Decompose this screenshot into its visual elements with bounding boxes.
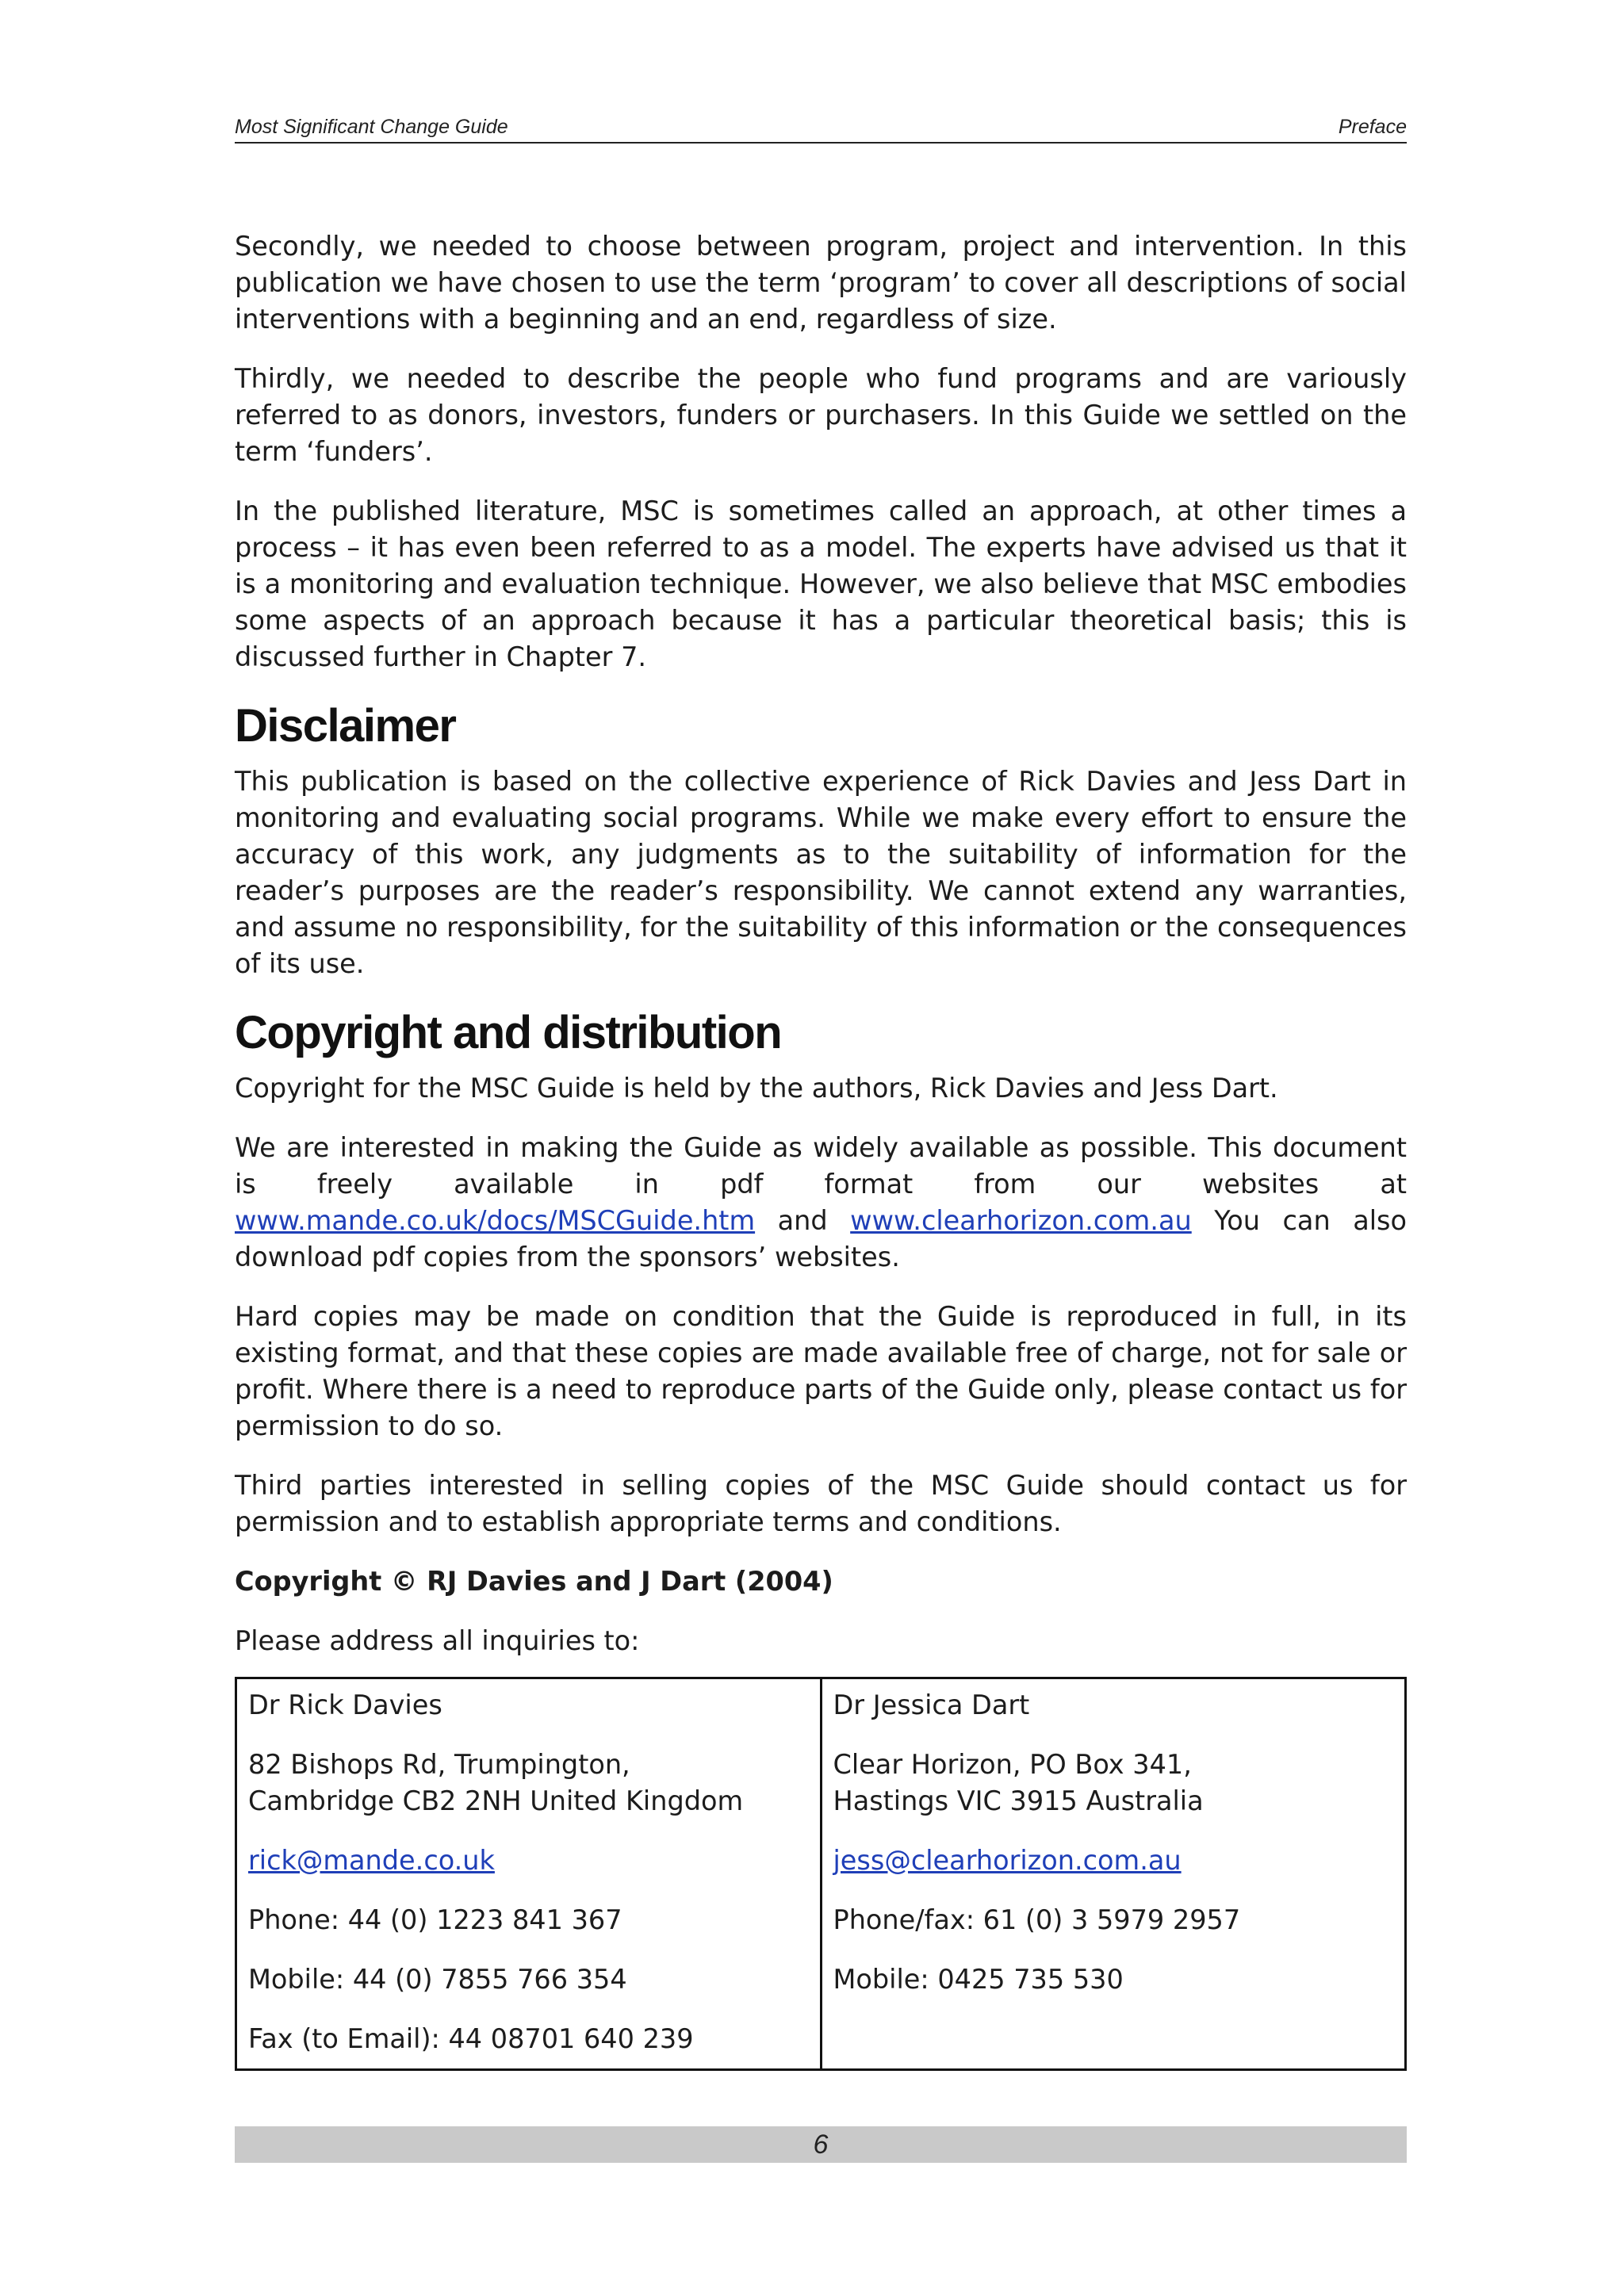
paragraph-msc-approach: In the published literature, MSC is sometimes called an approach, at other times a process – it has even been referred to as a model. The experts have advised us that it is a monitoring and evaluation technique. However, we also believe that MSC embodies some aspects of an approach because it has a particular theoretical basis; this is discussed further in Chapter 7. xyxy=(235,496,1407,672)
contact-address xyxy=(248,1747,809,1820)
inquiries-label: Please address all inquiries to: xyxy=(235,1625,640,1656)
contact-phone: Phone: 44 (0) 1223 841 367 xyxy=(248,1904,622,1935)
contact-jessica-dart xyxy=(821,1678,1406,2070)
header-guide-title: Most Significant Change Guide xyxy=(235,116,508,138)
availability-text-and: and xyxy=(755,1205,851,1236)
contact-name: Dr Jessica Dart xyxy=(833,1689,1030,1720)
paragraph-disclaimer: This publication is based on the collective experience of Rick Davies and Jess Dart in monitoring and evaluating social programs. While we make every effort to ensure the accuracy of this work, any judgments as to the suitability of information for the reader’s purposes are the reader’s responsibility. We cannot extend any warranties, and assume no responsibility, for the suitability of this information or the consequences of its use. xyxy=(235,766,1407,979)
contact-rick-davies xyxy=(236,1678,822,2070)
mande-guide-link[interactable]: www.mande.co.uk/docs/MSCGuide.htm xyxy=(235,1205,756,1236)
contact-email xyxy=(248,1843,809,1879)
paragraph-secondly: Secondly, we needed to choose between program, project and intervention. In this publication we have chosen to use the term ‘program’ to cover all descriptions of social interventions with a beginning and an end, regardless of size. xyxy=(235,231,1407,335)
running-header xyxy=(235,116,1407,144)
contact-address-line2: Hastings VIC 3915 Australia xyxy=(833,1785,1204,1816)
paragraph-third-parties: Third parties interested in selling copies of the MSC Guide should contact us for permission and to establish appropriate terms and conditions. xyxy=(235,1470,1407,1537)
page-number: 6 xyxy=(813,2130,829,2160)
availability-text-start: We are interested in making the Guide as widely available as possible. This document is freely available in pdf format from our websites at xyxy=(235,1132,1407,1200)
contact-mobile: Mobile: 44 (0) 7855 766 354 xyxy=(248,1964,627,1995)
rick-email-link[interactable]: rick@mande.co.uk xyxy=(248,1845,495,1876)
clearhorizon-link[interactable]: www.clearhorizon.com.au xyxy=(850,1205,1192,1236)
paragraph-copyright-holder: Copyright for the MSC Guide is held by the authors, Rick Davies and Jess Dart. xyxy=(235,1073,1278,1104)
contact-address-line2: Cambridge CB2 2NH United Kingdom xyxy=(248,1785,744,1816)
footer-bar xyxy=(235,2126,1407,2163)
contact-fax: Fax (to Email): 44 08701 640 239 xyxy=(248,2023,694,2054)
contact-address-line1: Clear Horizon, PO Box 341, xyxy=(833,1749,1192,1780)
paragraph-hard-copies: Hard copies may be made on condition that the Guide is reproduced in full, in its existing format, and that these copies are made available free of charge, not for sale or profit. Where there is a need to reproduce parts of the Guide only, please contact us for permission to do so. xyxy=(235,1301,1407,1441)
copyright-notice: Copyright © RJ Davies and J Dart (2004) xyxy=(235,1566,833,1597)
jess-email-link[interactable]: jess@clearhorizon.com.au xyxy=(833,1845,1182,1876)
contact-address-line1: 82 Bishops Rd, Trumpington, xyxy=(248,1749,630,1780)
paragraph-availability xyxy=(235,1130,1407,1276)
contact-address xyxy=(833,1747,1394,1820)
contacts-table xyxy=(235,1677,1407,2071)
contacts-row xyxy=(236,1678,1406,2070)
availability-text-end: You can also download pdf copies from the sponsors’ websites. xyxy=(235,1205,1407,1272)
paragraph-thirdly: Thirdly, we needed to describe the people who fund programs and are variously referred to as donors, investors, funders or purchasers. In this Guide we settled on the term ‘funders’. xyxy=(235,363,1407,467)
contact-email xyxy=(833,1843,1394,1879)
heading-disclaimer: Disclaimer xyxy=(235,700,456,752)
contact-name: Dr Rick Davies xyxy=(248,1689,442,1720)
header-section-name: Preface xyxy=(1338,116,1407,138)
page-body xyxy=(235,228,1407,2071)
contact-phone: Phone/fax: 61 (0) 3 5979 2957 xyxy=(833,1904,1241,1935)
heading-copyright: Copyright and distribution xyxy=(235,1007,782,1058)
contact-mobile: Mobile: 0425 735 530 xyxy=(833,1964,1124,1995)
